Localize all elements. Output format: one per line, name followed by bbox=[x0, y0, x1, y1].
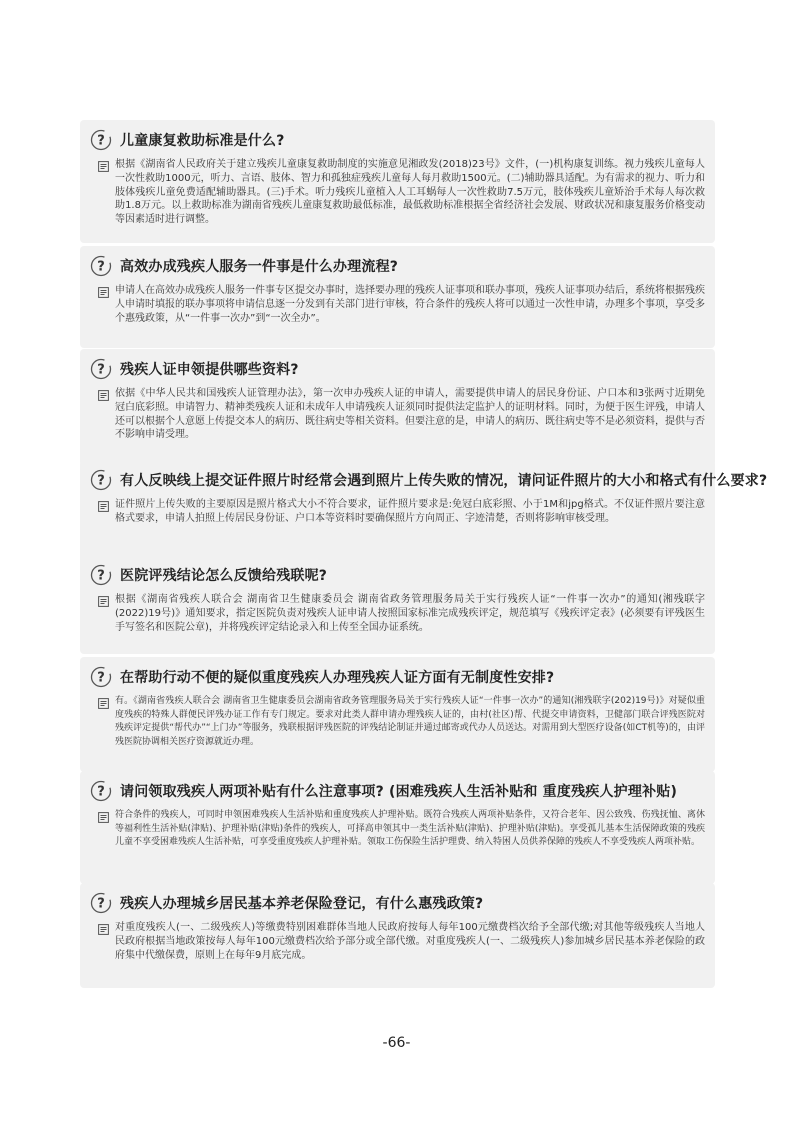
faq-answer: 符合条件的残疾人，可同时申领困难残疾人生活补贴和重度残疾人护理补贴。既符合残疾人两项补贴条件，又符合老年、因公致残、伤残抚恤、离休等福利性生活补贴(津贴)、护理补贴(津贴)条件的残疾人，可择高申领其中一类生活补贴(津贴)、护理补贴(津贴)。享受孤儿基本生活保障政策的残疾儿童不享受困难残疾人生活补贴，可享受重度残疾人护理补贴。领取工伤保险生活护理费、纳入特困人员供养保障的残疾人不享受残疾人两项补贴。 bbox=[115, 810, 705, 848]
faq-answer-row bbox=[98, 158, 705, 227]
faq-question-row bbox=[90, 561, 707, 589]
faq-question: 医院评残结论怎么反馈给残联呢? bbox=[120, 568, 328, 584]
faq-item bbox=[80, 349, 715, 466]
document-icon bbox=[98, 501, 109, 512]
faq-question-row bbox=[90, 777, 707, 805]
faq-item bbox=[80, 460, 768, 563]
faq-item bbox=[80, 120, 715, 243]
faq-question: 高效办成残疾人服务一件事是什么办理流程? bbox=[120, 259, 399, 275]
svg-text:?: ? bbox=[97, 784, 105, 800]
faq-answer-row bbox=[98, 498, 705, 526]
faq-answer: 对重度残疾人(一、二级残疾人)等缴费特别困难群体当地人民政府按每人每年100元缴费档次给予全部代缴;对其他等级残疾人当地人民政府根据当地政策按每人每年100元缴费档次给予部分或全部代缴。对重度残疾人(一、二级残疾人)参加城乡居民基本养老保险的政府集中代缴保费，原则上在每年9月底完成。 bbox=[115, 922, 705, 961]
faq-item bbox=[80, 246, 715, 348]
faq-answer-row bbox=[98, 695, 705, 749]
faq-question: 在帮助行动不便的疑似重度残疾人办理残疾人证方面有无制度性安排? bbox=[120, 670, 555, 686]
document-icon bbox=[98, 287, 109, 298]
faq-answer-row bbox=[98, 593, 705, 634]
document-icon bbox=[98, 698, 109, 709]
document-icon bbox=[98, 390, 109, 401]
document-icon bbox=[98, 161, 109, 172]
faq-question: 残疾人办理城乡居民基本养老保险登记，有什么惠残政策? bbox=[120, 896, 484, 912]
question-icon bbox=[90, 892, 112, 914]
faq-answer: 根据《湖南省人民政府关于建立残疾儿童康复救助制度的实施意见湘政发(2018)23号》文件，(一)机构康复训练。视力残疾儿童每人一次性救助1000元，听力、言语、肢体、智力和孤独症残疾儿童每人每月救助1500元。(二)辅助器具适配。为有需求的视力、听力和肢体残疾儿童免费适配辅助器具。(三)手术。听力残疾儿童植入人工耳蜗每人一次性救助7.5万元，肢体残疾儿童矫治手术每人每次救助1.8万元。以上救助标准为湖南省残疾儿童康复救助最低标准，最低救助标准根据全省经济社会发展、财政状况和康复服务价格变动等因素适时进行调整。 bbox=[115, 159, 705, 226]
svg-text:?: ? bbox=[97, 362, 105, 378]
faq-question: 请问领取残疾人两项补贴有什么注意事项? (困难残疾人生活补贴和 重度残疾人护理补贴) bbox=[120, 784, 678, 800]
svg-text:?: ? bbox=[97, 133, 105, 149]
svg-text:?: ? bbox=[97, 259, 105, 275]
faq-answer-row bbox=[98, 387, 705, 442]
svg-text:?: ? bbox=[97, 473, 105, 489]
question-icon bbox=[90, 666, 112, 688]
faq-question-row bbox=[90, 355, 707, 383]
faq-item bbox=[80, 771, 715, 884]
faq-answer: 依据《中华人民共和国残疾人证管理办法》，第一次申办残疾人证的申请人，需要提供申请人的居民身份证、户口本和3张两寸近期免冠白底彩照。申请智力、精神类残疾人证和未成年人申请残疾人证须同时提供法定监护人的证明材料。同时，为便于医生评残，申请人还可以根据个人意愿上传提交本人的病历、既往病史等相关资料。但要注意的是，申请人的病历、既往病史等不是必须资料，提供与否不影响申请受理。 bbox=[115, 388, 705, 441]
faq-question: 残疾人证申领提供哪些资料? bbox=[120, 362, 299, 378]
faq-answer: 有。《湖南省残疾人联合会 湖南省卫生健康委员会湖南省政务管理服务局关于实行残疾人证“一件事一次办”的通知(湘残联字(202)19号)》对疑似重度残疾的特殊人群便民评残办证工作有专门规定。要求对此类人群申请办理残疾人证的，由村(社区)帮、代提交申请资料，卫健部门联合评残医院对残疾评定提供“帮代办”“上门办”等服务，残联根据评残医院的评残结论制证并通过邮寄或代办人员送达。对需用到大型医疗设备(如CT机等)的，由评残医院协调相关医疗资源就近办理。 bbox=[115, 696, 705, 747]
faq-answer: 证件照片上传失败的主要原因是照片格式大小不符合要求，证件照片要求是:免冠白底彩照、小于1M和jpg格式。不仅证件照片要注意格式要求，申请人拍照上传居民身份证、户口本等资料时要确保照片方向周正、字迹清楚，否则将影响审核受理。 bbox=[115, 499, 705, 524]
faq-question: 有人反映线上提交证件照片时经常会遇到照片上传失败的情况，请问证件照片的大小和格式有什么要求? bbox=[120, 473, 768, 489]
document-icon bbox=[98, 924, 109, 935]
svg-text:?: ? bbox=[97, 670, 105, 686]
faq-question-row bbox=[90, 466, 768, 494]
svg-text:?: ? bbox=[97, 568, 105, 584]
faq-question-row bbox=[90, 252, 707, 280]
faq-question-row bbox=[90, 889, 707, 917]
question-icon bbox=[90, 564, 112, 586]
faq-item bbox=[80, 883, 715, 988]
question-icon bbox=[90, 255, 112, 277]
question-icon bbox=[90, 469, 112, 491]
faq-answer-row bbox=[98, 921, 705, 962]
question-icon bbox=[90, 129, 112, 151]
faq-answer-row bbox=[98, 809, 705, 850]
faq-item bbox=[80, 555, 715, 654]
faq-question-row bbox=[90, 126, 707, 154]
faq-answer: 根据《湖南省残疾人联合会 湖南省卫生健康委员会 湖南省政务管理服务局关于实行残疾人证“一件事一次办”的通知(湘残联字(2022)19号)》通知要求，指定医院负责对残疾人证申请人按照国家标准完成残疾评定，规范填写《残疾评定表》(必须要有评残医生手写签名和医院公章)，并将残疾评定结论录入和上传至全国办证系统。 bbox=[115, 594, 705, 633]
faq-answer-row bbox=[98, 284, 705, 325]
svg-text:?: ? bbox=[97, 896, 105, 912]
faq-question: 儿童康复救助标准是什么? bbox=[120, 133, 285, 149]
question-icon bbox=[90, 358, 112, 380]
faq-question-row bbox=[90, 663, 707, 691]
faq-item bbox=[80, 657, 715, 772]
faq-answer: 申请人在高效办成残疾人服务一件事专区提交办事时，选择要办理的残疾人证事项和联办事项，残疾人证事项办结后，系统将根据残疾人申请时填报的联办事项将申请信息逐一分发到有关部门进行审核，符合条件的残疾人将可以通过一次性申请，办理多个事项，享受多个惠残政策，从“一件事一次办”到“一次全办”。 bbox=[115, 285, 705, 324]
question-icon bbox=[90, 780, 112, 802]
document-icon bbox=[98, 812, 109, 823]
page-number: -66- bbox=[382, 1035, 411, 1051]
document-icon bbox=[98, 596, 109, 607]
